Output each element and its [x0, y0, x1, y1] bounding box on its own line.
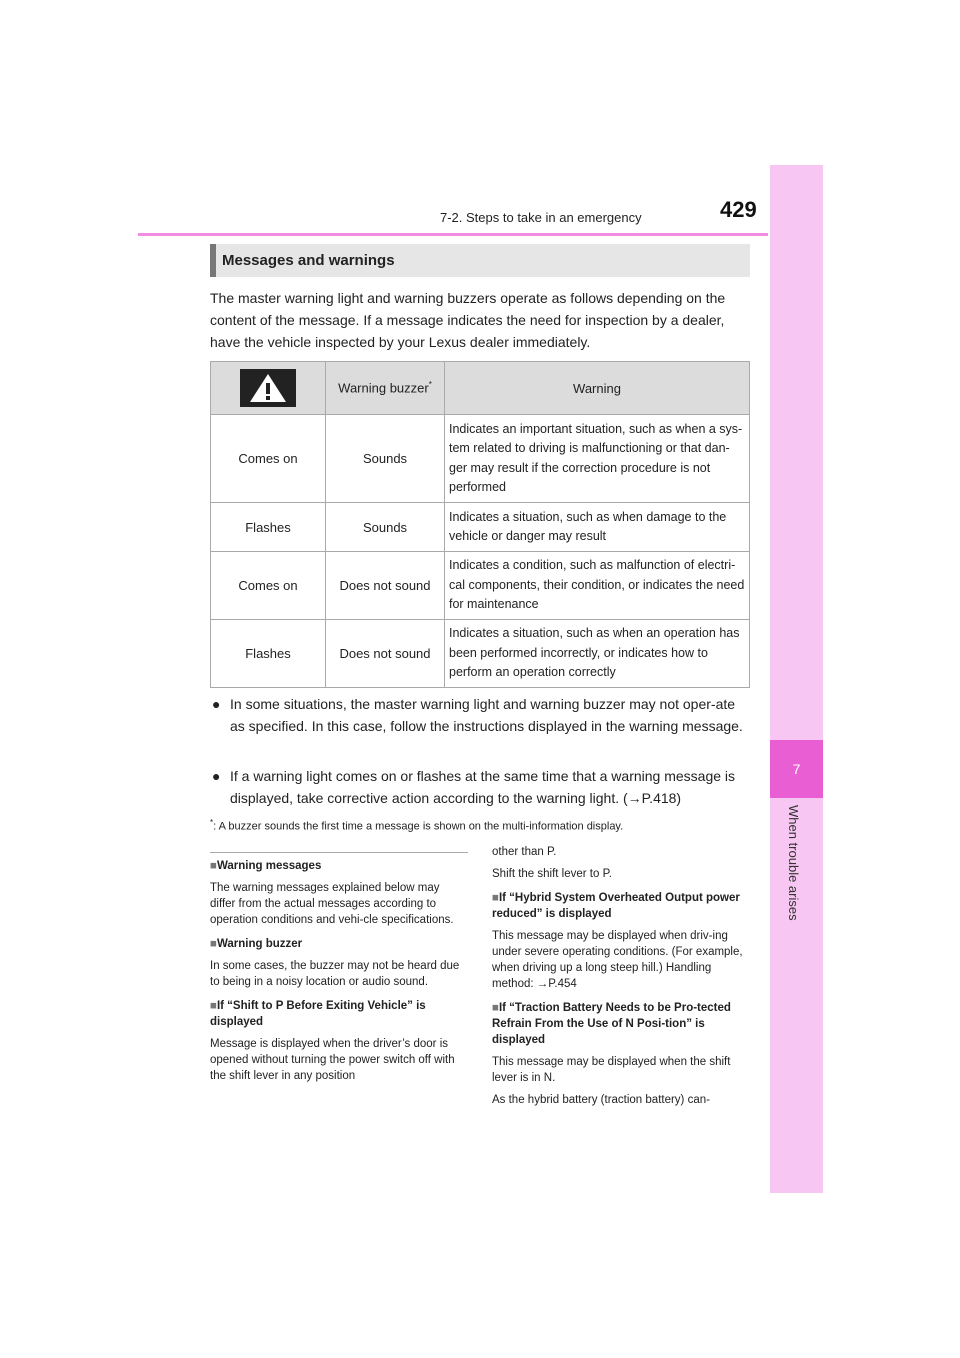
- bullet-text: If a warning light comes on or flashes at the same time that a warning message is displayed, take corrective action according to the warning light. (→P.418): [230, 768, 736, 806]
- buzzer-cell: Sounds: [326, 503, 445, 552]
- header-divider: [138, 233, 768, 236]
- warning-cell: Indicates a situation, such as when damage to the vehicle or danger may result: [445, 503, 750, 552]
- section-heading-bar: [210, 244, 216, 277]
- bullet-item: [212, 693, 752, 737]
- table-row: [211, 620, 750, 688]
- section-title: Messages and warnings: [222, 252, 395, 269]
- buzzer-cell: Does not sound: [326, 620, 445, 688]
- light-cell: Comes on: [211, 552, 326, 620]
- notes-right-column: [492, 844, 750, 1108]
- notes-left-column: [210, 858, 468, 1084]
- note-body: Message is displayed when the driver’s door is opened without turning the power switch off with the shift lever in any position: [210, 1038, 455, 1082]
- note-continuation: other than P.: [492, 846, 557, 858]
- buzzer-cell: Sounds: [326, 415, 445, 503]
- light-cell: Flashes: [211, 503, 326, 552]
- master-warning-icon: [240, 369, 296, 407]
- note-body: This message may be displayed when the shift lever is in N.: [492, 1056, 731, 1084]
- warning-cell: Indicates an important situation, such as when a sys-tem related to driving is malfunctioning or that dan-ger may result if the correction procedure is not performed: [445, 415, 750, 503]
- table-row: [211, 552, 750, 620]
- header-section-title: 7-2. Steps to take in an emergency: [440, 210, 642, 225]
- bullet-item: [212, 765, 752, 809]
- note-body: As the hybrid battery (traction battery) can-: [492, 1094, 710, 1106]
- chapter-number-tab: [770, 740, 823, 798]
- note-body: This message may be displayed when driv-ing under severe operating conditions. (For example, when driving up a long steep hill.) Handling method: →P.454: [492, 930, 743, 990]
- header-buzzer: Warning buzzer*: [326, 362, 445, 415]
- note-heading: ■If “Shift to P Before Exiting Vehicle” is displayed: [210, 1000, 426, 1028]
- header-warning: Warning: [445, 362, 750, 415]
- bullet-dot-icon: ●: [212, 696, 221, 712]
- buzzer-cell: Does not sound: [326, 552, 445, 620]
- square-bullet-icon: ■: [210, 938, 217, 950]
- chapter-title-tab: [770, 805, 823, 945]
- square-bullet-icon: ■: [492, 892, 499, 904]
- section-heading: [210, 244, 750, 277]
- warning-cell: Indicates a situation, such as when an operation has been performed incorrectly, or indicates how to perform an operation correctly: [445, 620, 750, 688]
- note-continuation: Shift the shift lever to P.: [492, 868, 612, 880]
- note-heading: ■If “Traction Battery Needs to be Pro-tected Refrain From the Use of N Posi-tion” is displayed: [492, 1002, 731, 1046]
- light-cell: Comes on: [211, 415, 326, 503]
- footnote: *: A buzzer sounds the first time a message is shown on the multi-information display.: [210, 818, 624, 833]
- table-header-row: [211, 362, 750, 415]
- square-bullet-icon: ■: [492, 1002, 499, 1014]
- warning-table: [210, 361, 750, 688]
- intro-paragraph: The master warning light and warning buzzers operate as follows depending on the content of the message. If a message indicates the need for inspection by a dealer, have the vehicle inspected by your Lexus dealer immediately.: [210, 290, 726, 350]
- note-body: The warning messages explained below may differ from the actual messages according to operation conditions and vehi-cle specifications.: [210, 882, 454, 926]
- notes-divider: [210, 852, 468, 853]
- table-row: [211, 415, 750, 503]
- chapter-title: When trouble arises: [786, 805, 801, 921]
- square-bullet-icon: ■: [210, 1000, 217, 1012]
- note-heading: ■Warning buzzer: [210, 938, 303, 950]
- light-cell: Flashes: [211, 620, 326, 688]
- bullet-dot-icon: ●: [212, 768, 221, 784]
- page-number: 429: [720, 197, 757, 222]
- header-icon-cell: [211, 362, 326, 415]
- warning-cell: Indicates a condition, such as malfunction of electri-cal components, their condition, or indicates the need for maintenance: [445, 552, 750, 620]
- note-heading: ■If “Hybrid System Overheated Output power reduced” is displayed: [492, 892, 740, 920]
- square-bullet-icon: ■: [210, 860, 217, 872]
- note-heading: ■Warning messages: [210, 860, 322, 872]
- table-row: [211, 503, 750, 552]
- chapter-sidebar: [770, 165, 823, 1193]
- chapter-number: 7: [792, 761, 801, 777]
- note-body: In some cases, the buzzer may not be heard due to being in a noisy location or audio sound.: [210, 960, 460, 988]
- bullet-text: In some situations, the master warning light and warning buzzer may not oper-ate as specified. In this case, follow the instructions displayed in the warning message.: [230, 696, 743, 734]
